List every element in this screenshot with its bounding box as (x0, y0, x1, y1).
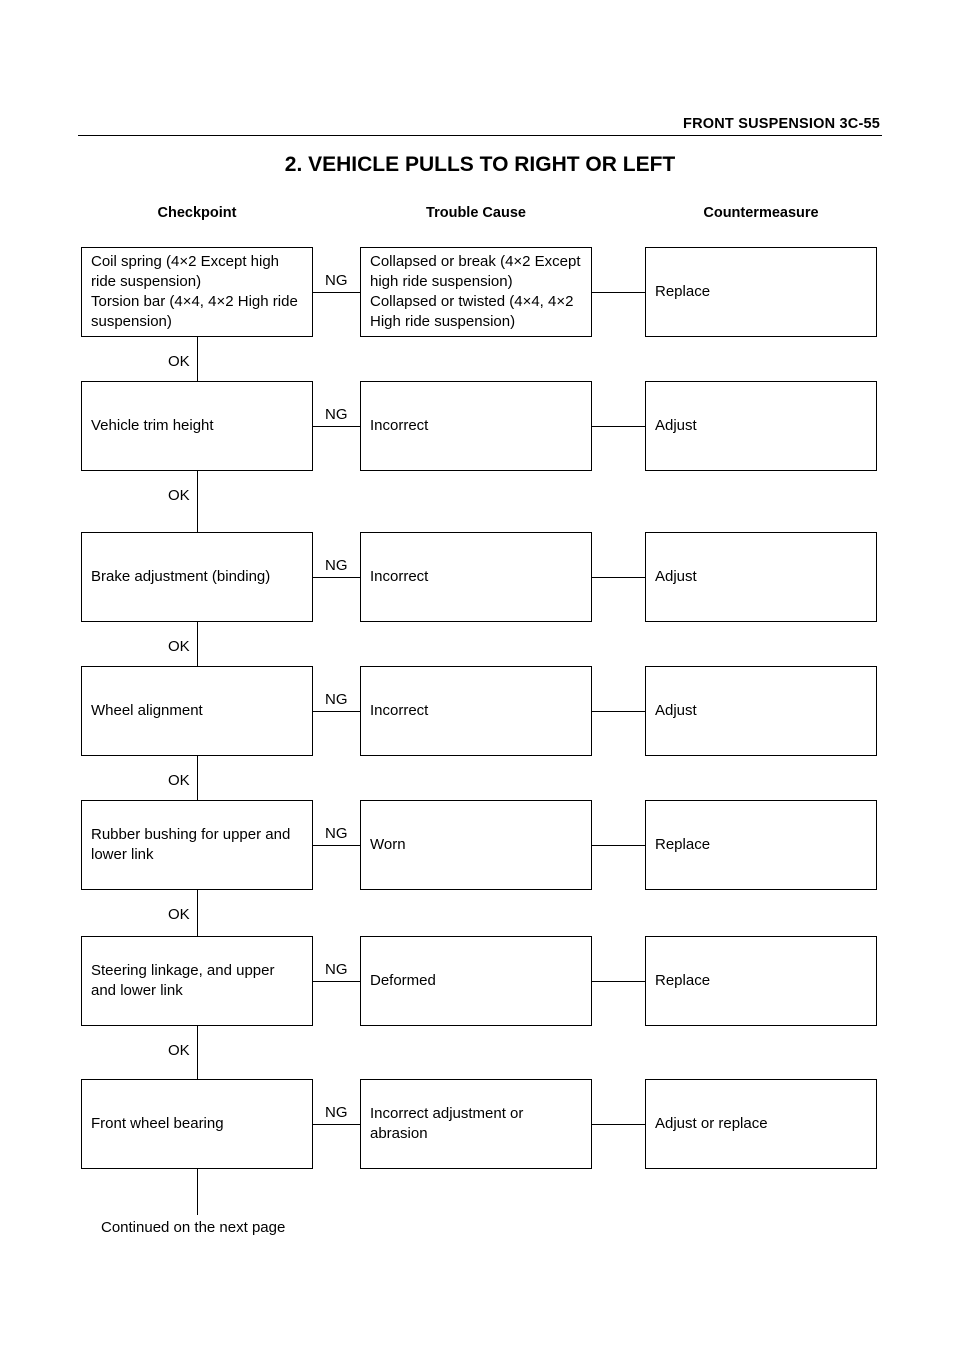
ng-label: NG (325, 557, 348, 574)
ok-label: OK (168, 772, 190, 789)
ok-label: OK (168, 1042, 190, 1059)
ng-label: NG (325, 961, 348, 978)
ng-connector (313, 711, 360, 712)
checkpoint-box (81, 1079, 313, 1169)
countermeasure-box (645, 247, 877, 337)
ok-label: OK (168, 906, 190, 923)
countermeasure-box (645, 1079, 877, 1169)
checkpoint-box-text: Rubber bushing for upper and lower link (91, 826, 291, 863)
ng-connector (313, 1124, 360, 1125)
trouble-cause-box-text: Incorrect (370, 417, 429, 434)
countermeasure-box-text: Adjust or replace (655, 1115, 768, 1132)
result-connector (592, 426, 645, 427)
countermeasure-box-text: Adjust (655, 702, 697, 719)
countermeasure-box-text: Adjust (655, 568, 697, 585)
ok-label: OK (168, 353, 190, 370)
countermeasure-box (645, 532, 877, 622)
trouble-cause-box (360, 532, 592, 622)
trouble-cause-box (360, 247, 592, 337)
trouble-cause-box (360, 936, 592, 1026)
ok-connector (197, 1026, 198, 1079)
ok-connector (197, 756, 198, 800)
ok-connector (197, 890, 198, 936)
ok-label: OK (168, 638, 190, 655)
checkpoint-box-text: Steering linkage, and upper and lower link (91, 962, 275, 999)
checkpoint-box (81, 532, 313, 622)
checkpoint-box-text: Brake adjustment (binding) (91, 568, 271, 585)
ok-label: OK (168, 487, 190, 504)
ng-label: NG (325, 406, 348, 423)
ng-connector (313, 845, 360, 846)
trouble-cause-box (360, 666, 592, 756)
countermeasure-box-text: Replace (655, 836, 711, 853)
result-connector (592, 981, 645, 982)
checkpoint-box (81, 800, 313, 890)
continue-connector (197, 1169, 198, 1215)
ng-connector (313, 426, 360, 427)
checkpoint-box (81, 666, 313, 756)
trouble-cause-box-text: Collapsed or break (4×2 Except high ride suspension) Collapsed or twisted (4×4, 4×2 High ride suspension) (370, 253, 581, 330)
countermeasure-box (645, 936, 877, 1026)
ng-label: NG (325, 1104, 348, 1121)
column-header-checkpoint: Checkpoint (157, 205, 237, 221)
ng-label: NG (325, 691, 348, 708)
ng-label: NG (325, 825, 348, 842)
result-connector (592, 711, 645, 712)
checkpoint-box-text: Wheel alignment (91, 702, 203, 719)
countermeasure-box (645, 666, 877, 756)
result-connector (592, 845, 645, 846)
countermeasure-box-text: Adjust (655, 417, 697, 434)
result-connector (592, 577, 645, 578)
page-title: 2. VEHICLE PULLS TO RIGHT OR LEFT (284, 153, 676, 176)
trouble-cause-box-text: Deformed (370, 972, 436, 989)
result-connector (592, 292, 645, 293)
ng-label: NG (325, 272, 348, 289)
trouble-cause-box-text: Incorrect (370, 568, 429, 585)
page-header: FRONT SUSPENSION 3C-55 (683, 116, 880, 132)
countermeasure-box-text: Replace (655, 972, 711, 989)
countermeasure-box-text: Replace (655, 283, 711, 300)
checkpoint-box (81, 247, 313, 337)
trouble-cause-box-text: Incorrect (370, 702, 429, 719)
column-header-trouble-cause: Trouble Cause (426, 205, 526, 221)
trouble-cause-box-text: Worn (370, 836, 406, 853)
ng-connector (313, 292, 360, 293)
checkpoint-box-text: Front wheel bearing (91, 1115, 224, 1132)
checkpoint-box (81, 936, 313, 1026)
ng-connector (313, 577, 360, 578)
checkpoint-box (81, 381, 313, 471)
ok-connector (197, 471, 198, 532)
trouble-cause-box (360, 800, 592, 890)
ng-connector (313, 981, 360, 982)
trouble-cause-box-text: Incorrect adjustment or abrasion (370, 1105, 524, 1142)
countermeasure-box (645, 381, 877, 471)
checkpoint-box-text: Vehicle trim height (91, 417, 214, 434)
trouble-cause-box (360, 1079, 592, 1169)
ok-connector (197, 337, 198, 381)
result-connector (592, 1124, 645, 1125)
countermeasure-box (645, 800, 877, 890)
trouble-cause-box (360, 381, 592, 471)
checkpoint-box-text: Coil spring (4×2 Except high ride suspension) Torsion bar (4×4, 4×2 High ride suspension) (91, 253, 298, 330)
continued-note: Continued on the next page (101, 1219, 286, 1236)
header-rule (78, 135, 882, 136)
column-header-countermeasure: Countermeasure (703, 205, 819, 221)
ok-connector (197, 622, 198, 666)
